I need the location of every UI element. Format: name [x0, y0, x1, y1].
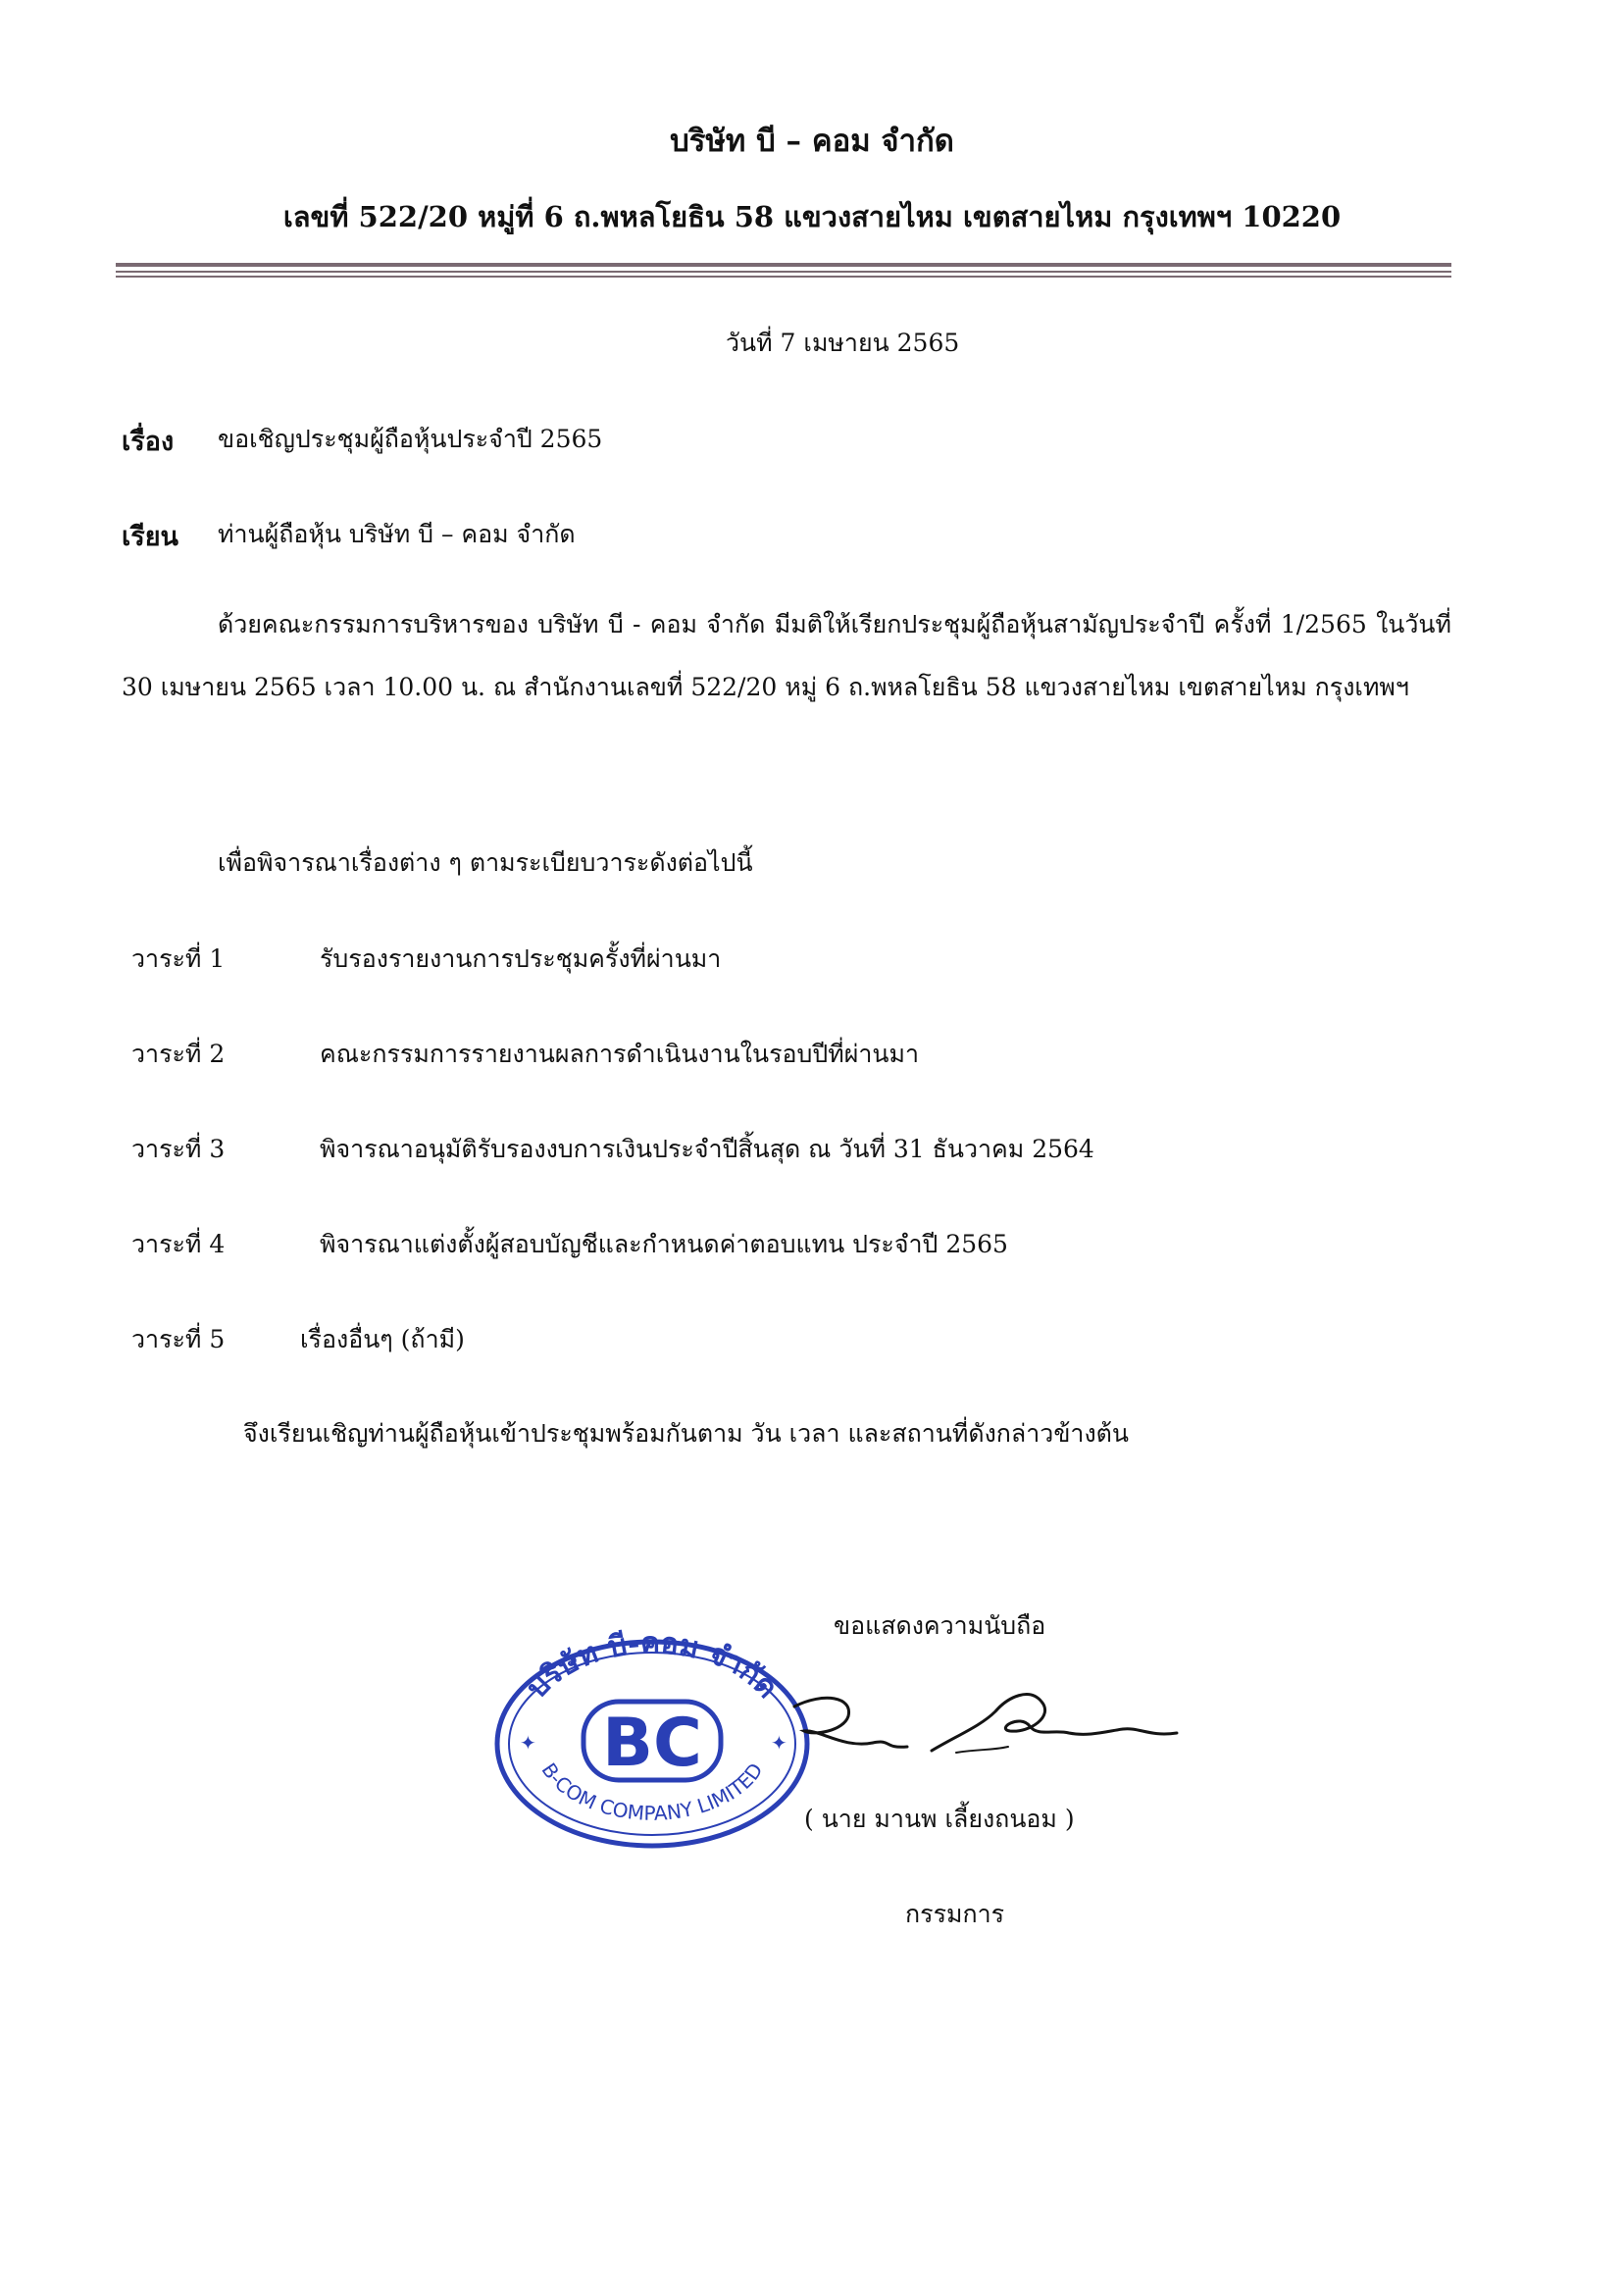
agenda-text: พิจารณาแต่งตั้งผู้สอบบัญชีและกำหนดค่าตอบแทน ประจำปี 2565: [320, 1230, 1008, 1258]
seal-star-right-icon: ✦: [771, 1731, 787, 1755]
header-rule-bottom: [116, 276, 1451, 278]
agenda-label: วาระที่ 2: [131, 1040, 226, 1068]
subject-text: ขอเชิญประชุมผู้ถือหุ้นประจำปี 2565: [218, 425, 603, 453]
closing-text: จึงเรียนเชิญท่านผู้ถือหุ้นเข้าประชุมพร้อมกันตาม วัน เวลา และสถานที่ดังกล่าวข้างต้น: [243, 1419, 1129, 1448]
agenda-text: เรื่องอื่นๆ (ถ้ามี): [300, 1325, 465, 1353]
company-seal-icon: [481, 1628, 814, 1854]
company-name: บริษัท บี – คอม จำกัด: [670, 124, 954, 159]
agenda-text: คณะกรรมการรายงานผลการดำเนินงานในรอบปีที่ผ่านมา: [320, 1040, 920, 1068]
intro-paragraph: ด้วยคณะกรรมการบริหารของ บริษัท บี - คอม จำกัด มีมติให้เรียกประชุมผู้ถือหุ้นสามัญประจำปี ครั้งที่ 1/2565 ในวันที่ 30 เมษายน 2565 เวลา 10.00 น. ณ สำนักงานเลขที่ 522/20 หมู่ 6 ถ.พหลโยธิน 58 แขวงสายไหม เขตสายไหม กรุงเทพฯ: [122, 610, 1451, 701]
letter-date: วันที่ 7 เมษายน 2565: [726, 329, 960, 357]
agenda-label: วาระที่ 1: [131, 944, 226, 973]
subject-label: เรื่อง: [122, 427, 175, 457]
seal-star-left-icon: ✦: [520, 1731, 536, 1755]
signatory-name: ( นาย มานพ เลี้ยงถนอม ): [804, 1805, 1075, 1833]
seal-top-text: บริษัท บี-คอม จำกัด: [520, 1628, 785, 1706]
header-rule-top: [116, 263, 1451, 267]
recipient-text: ท่านผู้ถือหุ้น บริษัท บี – คอม จำกัด: [218, 520, 576, 548]
seal-bottom-text: B-COM COMPANY LIMITED: [536, 1758, 768, 1825]
seal-monogram: BC: [602, 1705, 702, 1782]
handwritten-signature-icon: [785, 1672, 1196, 1780]
regards-text: ขอแสดงความนับถือ: [834, 1611, 1046, 1640]
agenda-label: วาระที่ 4: [131, 1230, 226, 1258]
header-rule-middle: [116, 271, 1451, 273]
recipient-label: เรียน: [122, 522, 179, 552]
agenda-label: วาระที่ 3: [131, 1135, 226, 1163]
agenda-intro: เพื่อพิจารณาเรื่องต่าง ๆ ตามระเบียบวาระดังต่อไปนี้: [218, 848, 753, 877]
signatory-position: กรรมการ: [905, 1900, 1005, 1928]
agenda-label: วาระที่ 5: [131, 1325, 226, 1353]
svg-text:บริษัท บี-คอม จำกัด: [520, 1628, 785, 1706]
agenda-text: พิจารณาอนุมัติรับรองงบการเงินประจำปีสิ้นสุด ณ วันที่ 31 ธันวาคม 2564: [320, 1135, 1094, 1163]
company-address: เลขที่ 522/20 หมู่ที่ 6 ถ.พหลโยธิน 58 แขวงสายไหม เขตสายไหม กรุงเทพฯ 10220: [282, 200, 1342, 233]
agenda-text: รับรองรายงานการประชุมครั้งที่ผ่านมา: [320, 944, 722, 973]
